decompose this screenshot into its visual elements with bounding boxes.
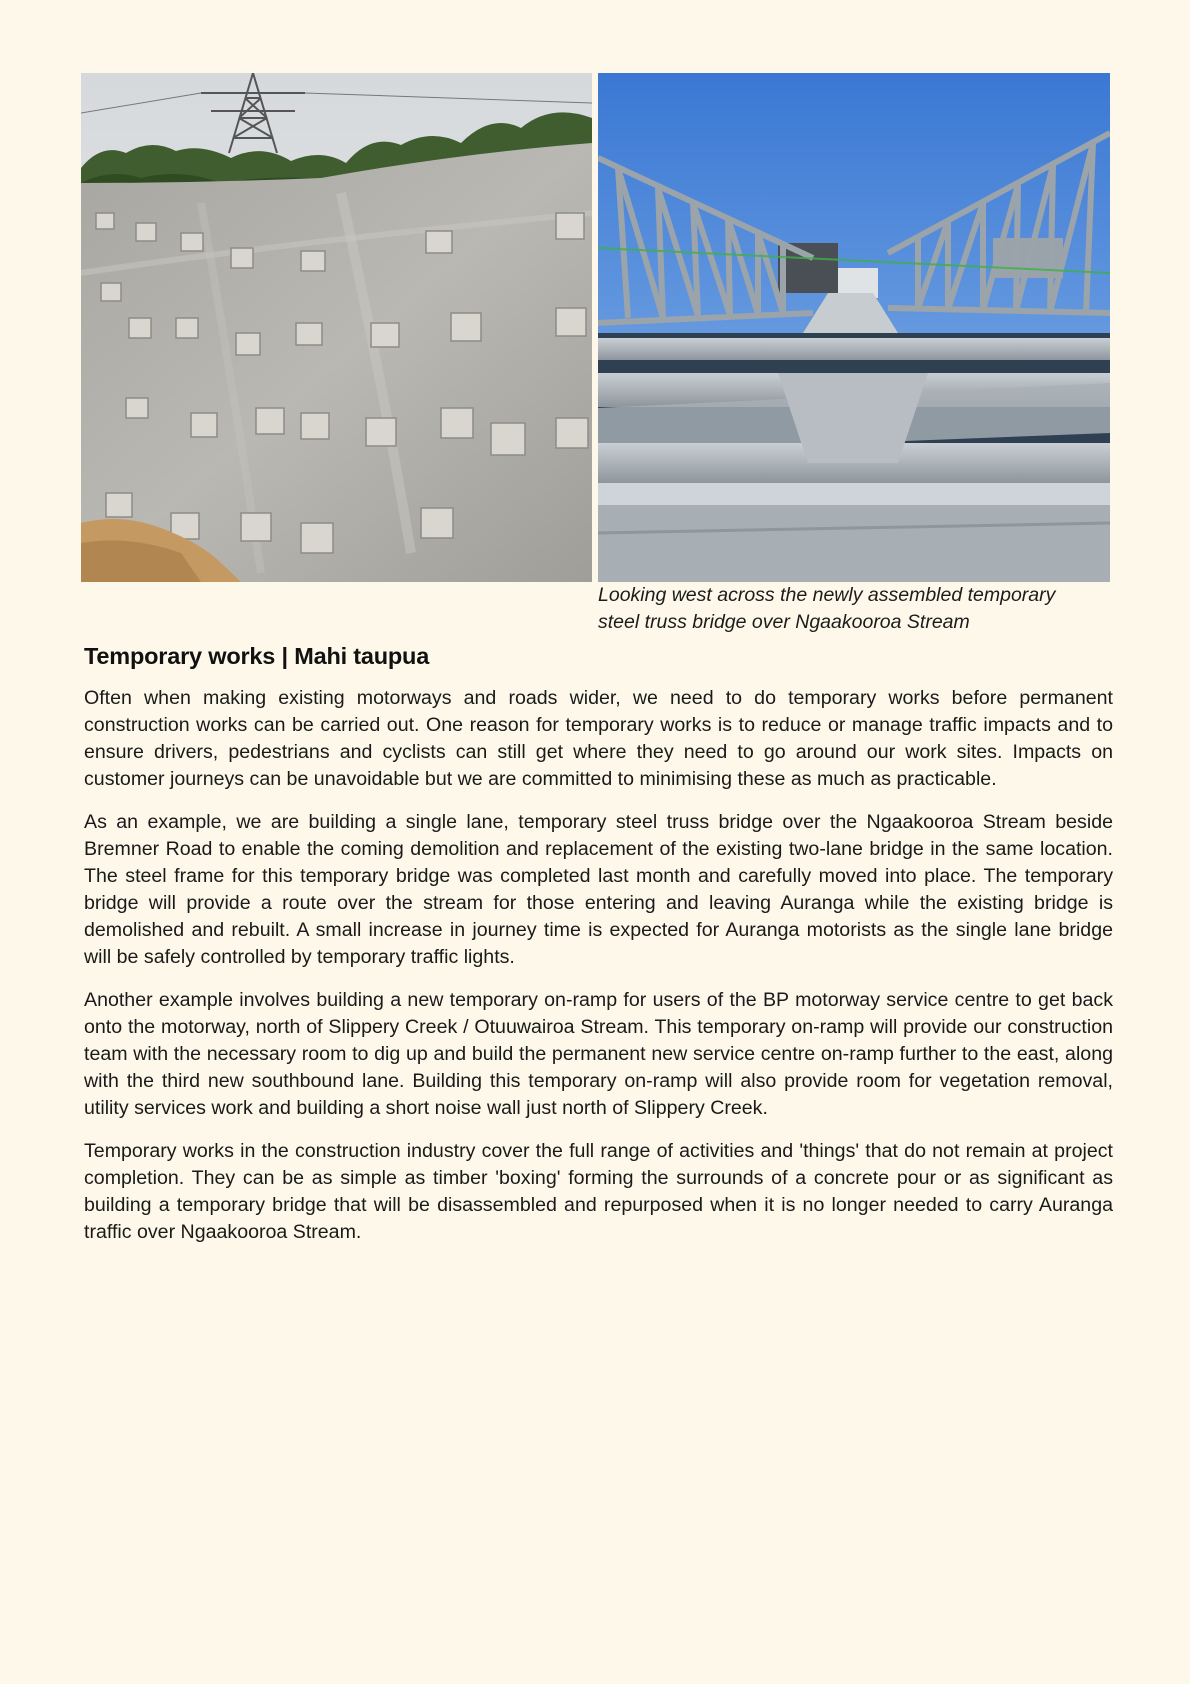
photo-caption: Looking west across the newly assembled temporary steel truss bridge over Ngaakooroa Stream [598, 584, 1056, 633]
article-body [84, 685, 1113, 1262]
paragraph: Often when making existing motorways and roads wider, we need to do temporary works before permanent construction works can be carried out. One reason for temporary works is to reduce or manage traffic impacts and to ensure drivers, pedestrians and cyclists can still get where they need to go around our work sites. Impacts on customer journeys can be unavoidable but we are committed to minimising these as much as practicable. [84, 687, 1113, 790]
retaining-wall-photo [81, 73, 592, 582]
paragraph: As an example, we are building a single lane, temporary steel truss bridge over the Ngaakooroa Stream beside Bremner Road to enable the coming demolition and replacement of the existing two-lane bridge in the same location. The steel frame for this temporary bridge was completed last month and carefully moved into place. The temporary bridge will provide a route over the stream for those entering and leaving Auranga while the existing bridge is demolished and rebuilt. A small increase in journey time is expected for Auranga motorists as the single lane bridge will be safely controlled by temporary traffic lights. [84, 811, 1113, 968]
paragraph: Temporary works in the construction industry cover the full range of activities and 'things' that do not remain at project completion. They can be as simple as timber 'boxing' forming the surrounds of a concrete pour or as significant as building a temporary bridge that will be disassembled and repurposed when it is no longer needed to carry Auranga traffic over Ngaakooroa Stream. [84, 1140, 1113, 1243]
section-title: Temporary works | Mahi taupua [84, 643, 430, 669]
truss-bridge-photo [598, 73, 1110, 582]
paragraph: Another example involves building a new temporary on-ramp for users of the BP motorway service centre to get back onto the motorway, north of Slippery Creek / Otuuwairoa Stream. This temporary on-ramp will provide our construction team with the necessary room to dig up and build the permanent new service centre on-ramp further to the east, along with the third new southbound lane. Building this temporary on-ramp will also provide room for vegetation removal, utility services work and building a short noise wall just north of Slippery Creek. [84, 989, 1113, 1119]
